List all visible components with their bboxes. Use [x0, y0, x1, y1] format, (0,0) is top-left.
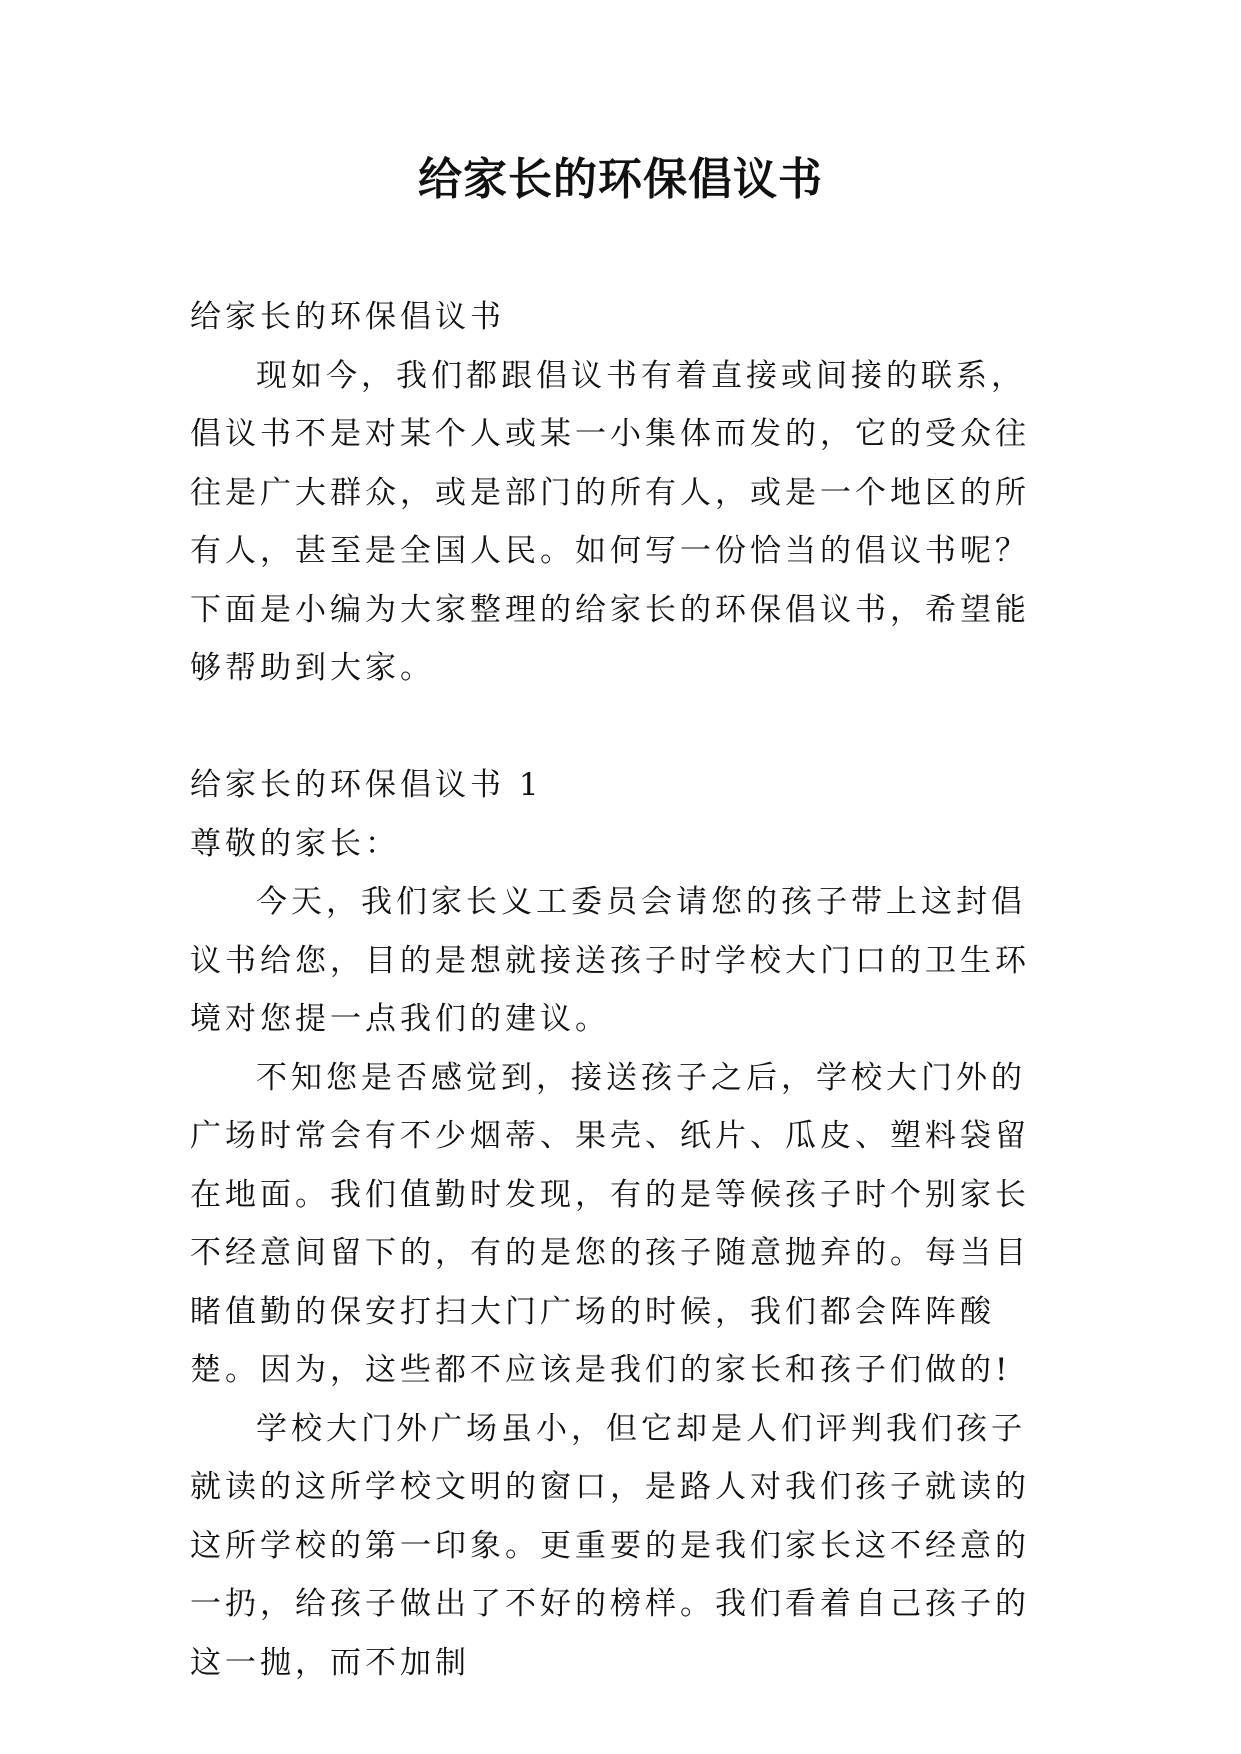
document-body — [190, 288, 1060, 1692]
section-spacer — [190, 698, 1060, 757]
body-paragraph-1: 今天，我们家长义工委员会请您的孩子带上这封倡议书给您，目的是想就接送孩子时学校大门口的卫生环境对您提一点我们的建议。 — [190, 884, 1030, 1037]
body-paragraph-2: 不知您是否感觉到，接送孩子之后，学校大门外的广场时常会有不少烟蒂、果壳、纸片、瓜皮、塑料袋留在地面。我们值勤时发现，有的是等候孩子时个别家长不经意间留下的，有的是您的孩子随意抛弃的。每当目睹值勤的保安打扫大门广场的时候，我们都会阵阵酸楚。因为，这些都不应该是我们的家长和孩子们做的! — [190, 1059, 1030, 1388]
document-title: 给家长的环保倡议书 — [418, 154, 823, 205]
salutation: 尊敬的家长： — [190, 825, 400, 862]
document-subtitle: 给家长的环保倡议书 — [190, 299, 505, 335]
intro-paragraph: 现如今，我们都跟倡议书有着直接或间接的联系，倡议书不是对某个人或某一小集体而发的，它的受众往往是广大群众，或是部门的所有人，或是一个地区的所有人，甚至是全国人民。如何写一份恰当的倡议书呢？下面是小编为大家整理的给家长的环保倡议书，希望能够帮助到大家。 — [190, 357, 1030, 686]
section-heading: 给家长的环保倡议书 1 — [190, 767, 543, 803]
body-paragraph-3: 学校大门外广场虽小，但它却是人们评判我们孩子就读的这所学校文明的窗口，是路人对我们孩子就读的这所学校的第一印象。更重要的是我们家长这不经意的一扔，给孩子做出了不好的榜样。我们看着自己孩子的这一抛，而不加制 — [190, 1410, 1030, 1681]
